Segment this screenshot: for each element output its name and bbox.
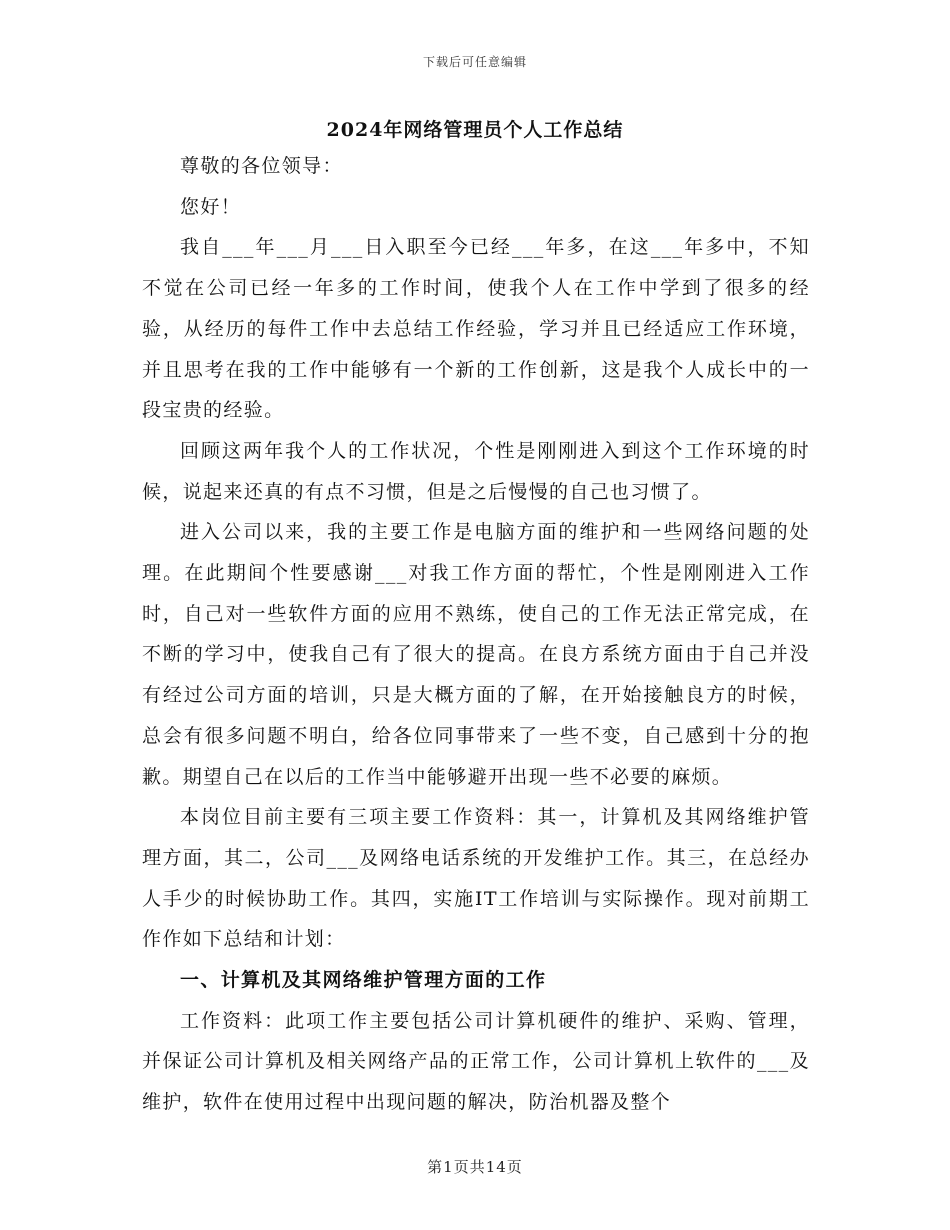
paragraph-intro: 我自___年___月___日入职至今已经___年多，在这___年多中，不知不觉在公司已经一年多的工作时间，使我个人在工作中学到了很多的经验，从经历的每件工作中去总结工作经验，学习并且已经适应工作环境，并且思考在我的工作中能够有一个新的工作创新，这是我个人成长中的一段宝贵的经验。: [142, 236, 810, 422]
page-number: 第1页共14页: [427, 1158, 523, 1176]
paragraph-review: 回顾这两年我个人的工作状况，个性是刚刚进入到这个工作环境的时候，说起来还真的有点不习惯，但是之后慢慢的自己也习惯了。: [142, 439, 810, 503]
section-heading: 一、计算机及其网络维护管理方面的工作: [180, 969, 547, 992]
salutation: 尊敬的各位领导：: [180, 155, 343, 177]
document-body: [142, 146, 810, 1123]
paragraph-section-content: 工作资料：此项工作主要包括公司计算机硬件的维护、采购、管理，并保证公司计算机及相关网络产品的正常工作，公司计算机上软件的___及维护，软件在使用过程中出现问题的解决，防治机器及整个: [142, 1009, 810, 1114]
paragraph-main-work: 进入公司以来，我的主要工作是电脑方面的维护和一些网络问题的处理。在此期间个性要感谢___对我工作方面的帮忙，个性是刚刚进入工作时，自己对一些软件方面的应用不熟练，使自己的工作无法正常完成，在不断的学习中，使我自己有了很大的提高。在良方系统方面由于自己并没有经过公司方面的培训，只是大概方面的了解，在开始接触良方的时候，总会有很多问题不明白，给各位同事带来了一些不变，自己感到十分的抱歉。期望自己在以后的工作当中能够避开出现一些不必要的麻烦。: [142, 521, 810, 788]
document-title: 2024年网络管理员个人工作总结: [326, 119, 624, 141]
paragraph-responsibilities: 本岗位目前主要有三项主要工作资料：其一，计算机及其网络维护管理方面，其二，公司___及网络电话系统的开发维护工作。其三，在总经办人手少的时候协助工作。其四，实施IT工作培训与实际操作。现对前期工作作如下总结和计划：: [142, 806, 810, 951]
greeting: 您好！: [180, 195, 242, 218]
page-header-note: 下载后可任意编辑: [422, 55, 527, 69]
